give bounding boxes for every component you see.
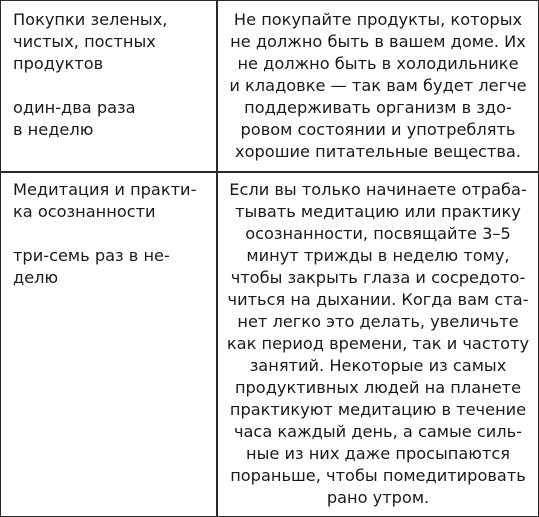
row-1-frequency-line: в неделю [13, 120, 94, 139]
row-2-description-line: чтобы закрыть глаза и сосредото- [230, 268, 526, 287]
row-1-frequency-line: один-два раза [13, 98, 136, 117]
row-1-activity-cell [1, 1, 216, 171]
row-1-description-line: и кладовке — так вам будет легче [229, 76, 527, 95]
row-2-description-line: Если вы только начинаете отраба- [229, 180, 527, 199]
row-2-activity-cell [1, 173, 216, 516]
row-2-description-line: продуктивных людей на планете [234, 378, 522, 397]
row-1-description-line: ровом состоянии и употреблять [240, 120, 516, 139]
row-2-description-line: рано утром. [326, 488, 430, 507]
row-2-frequency-line: три-семь раз в не- [13, 246, 170, 265]
row-1-activity-line: Покупки зеленых, [13, 10, 168, 29]
row-2-description-line: тывать медитацию или практику [235, 202, 521, 221]
row-1-description-line: Не покупайте продукты, которых [233, 10, 523, 29]
row-1-description-line: не должно быть в вашем доме. Их [230, 32, 526, 51]
row-2-description-line: практикуют медитацию в течение [229, 400, 527, 419]
row-2-description-cell [218, 173, 538, 516]
row-2-description-line: ные из них даже просыпаются [245, 444, 510, 463]
row-1-description-line: не должно быть в холодильнике [237, 54, 519, 73]
row-2-description-line: как период времени, так и частоту [226, 334, 530, 353]
row-1-activity-line: чистых, постных [13, 32, 156, 51]
row-2-description-line: осознанности, посвящайте 3–5 [245, 224, 511, 243]
row-2-description-line: пораньше, чтобы помедитировать [230, 466, 526, 485]
row-2-activity-line: Медитация и практи- [13, 180, 197, 199]
row-1-description-line: поддерживать организм в здо- [244, 98, 512, 117]
row-2-activity-line: ка осознанности [13, 202, 156, 221]
row-1-activity-line: продуктов [13, 54, 104, 73]
row-2-description-line: часа каждый день, а самые силь- [233, 422, 523, 441]
row-1-description-cell [218, 1, 538, 171]
row-2-description-line: читься на дыхании. Когда вам ста- [227, 290, 529, 309]
row-2-description-line: занятий. Некоторые из самых [249, 356, 507, 375]
row-1-description-line: хорошие питательные вещества. [235, 142, 521, 161]
row-2-frequency-line: делю [13, 268, 59, 287]
row-2-description-line: нет легко это делать, увеличьте [237, 312, 519, 331]
row-2-description-line: минут трижды в неделю тому, [246, 246, 510, 265]
